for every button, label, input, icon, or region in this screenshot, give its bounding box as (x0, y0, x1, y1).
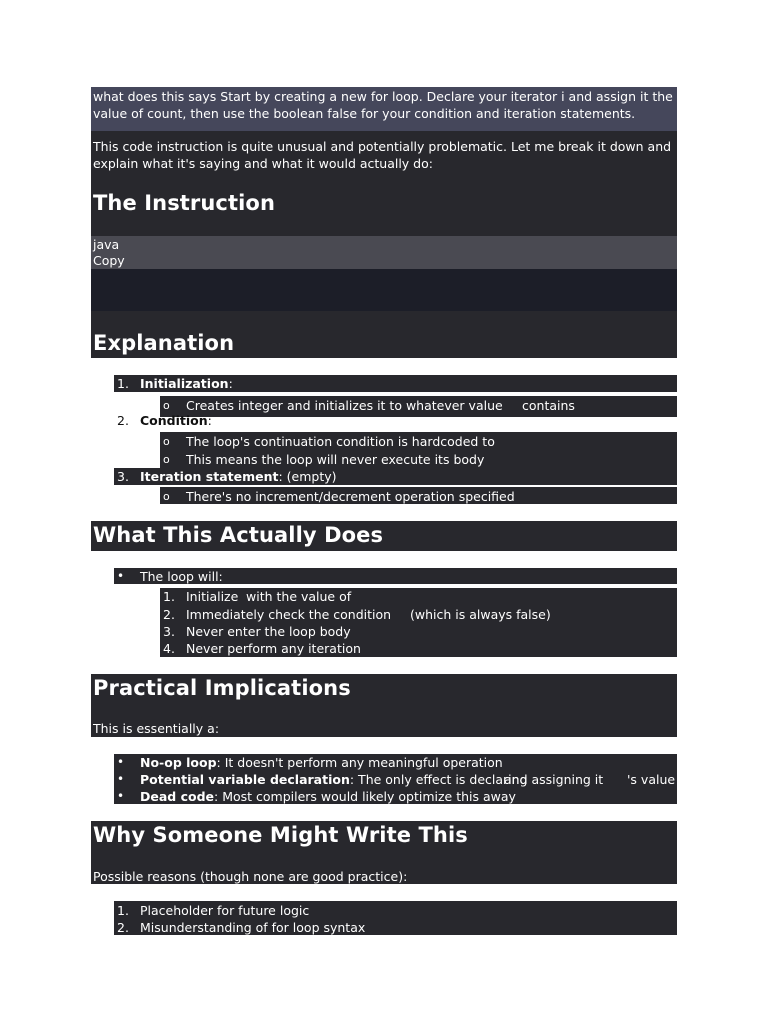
copy-button[interactable]: Copy (93, 253, 125, 268)
step-number: 3. (163, 624, 175, 639)
implications-heading-block (91, 674, 677, 737)
list-label: Iteration statement (140, 469, 279, 484)
list-bullet: • (117, 755, 125, 769)
sub-text-b: and initializes it to whatever value (287, 398, 503, 413)
step-text-b: (which is always false) (410, 607, 551, 622)
step-number: 4. (163, 641, 175, 656)
actually-does-heading-block (91, 521, 677, 551)
list-desc: : Most compilers would likely optimize this away (214, 789, 516, 804)
list-number: 2. (117, 920, 129, 935)
heading-explanation: Explanation (93, 331, 235, 355)
sub-bullet: o (163, 453, 170, 466)
step-text-b: with the value of (246, 589, 352, 604)
sub-bullet: o (163, 435, 170, 448)
code-block-header (91, 236, 677, 269)
heading-instruction: The Instruction (93, 191, 275, 215)
sub-text-a: Creates integer (186, 398, 283, 413)
list-suffix: : (207, 413, 212, 428)
list-number: 1. (117, 903, 129, 918)
code-block-body (91, 269, 677, 311)
list-text: Misunderstanding of for loop syntax (140, 920, 366, 935)
heading-actually-does: What This Actually Does (93, 523, 384, 547)
list-desc: : The only effect is declaring (349, 772, 528, 787)
list-text (140, 771, 528, 788)
list-text (140, 788, 516, 805)
list-text (140, 754, 503, 771)
why-lead: Possible reasons (though none are good practice): (93, 869, 408, 884)
list-text: Placeholder for future logic (140, 903, 310, 918)
list-desc-b: and assigning it (504, 772, 604, 787)
step-text: Never enter the loop body (186, 624, 351, 639)
implications-lead: This is essentially a: (93, 721, 220, 736)
list-suffix: : (228, 376, 233, 391)
list-text: The loop will: (140, 569, 223, 584)
sub-text-c: contains (522, 398, 575, 413)
why-heading-block (91, 821, 677, 884)
sub-text: The loop's continuation condition is hardcoded to (186, 434, 495, 449)
step-number: 1. (163, 589, 175, 604)
user-prompt-text: what does this says Start by creating a new for loop. Declare your iterator i and assign it the value of count, then use the boolean false for your condition and iteration statements. (93, 89, 673, 121)
list-bullet: • (117, 789, 125, 803)
list-suffix: : (empty) (278, 469, 337, 484)
list-text (140, 412, 212, 429)
list-desc-c: 's value (627, 772, 676, 787)
code-language-label: java (93, 237, 120, 252)
sub-text: This means the loop will never execute its body (186, 452, 485, 467)
step-text-a: Immediately check the condition (186, 607, 392, 622)
step-text: Never perform any iteration (186, 641, 361, 656)
list-label: Potential variable declaration (140, 772, 350, 787)
user-prompt (91, 87, 677, 131)
heading-why: Why Someone Might Write This (93, 823, 468, 847)
list-number: 3. (117, 469, 129, 484)
list-label: Dead code (140, 789, 215, 804)
heading-implications: Practical Implications (93, 676, 351, 700)
intro-line-2: explain what it's saying and what it would actually do: (93, 156, 433, 171)
step-text-a: Initialize (186, 589, 239, 604)
intro-block (91, 131, 677, 236)
list-label: Condition (140, 413, 208, 428)
list-label: No-op loop (140, 755, 217, 770)
step-number: 2. (163, 607, 175, 622)
list-label: Initialization (140, 376, 229, 391)
list-text (140, 468, 337, 485)
list-desc: : It doesn't perform any meaningful operation (216, 755, 503, 770)
explanation-heading-block (91, 311, 677, 358)
intro-line-1: This code instruction is quite unusual and potentially problematic. Let me break it down and (93, 139, 672, 154)
list-bullet: • (117, 772, 125, 786)
list-number: 2. (117, 413, 129, 428)
list-number: 1. (117, 376, 129, 391)
sub-bullet: o (163, 490, 170, 503)
sub-bullet: o (163, 399, 170, 412)
list-text (140, 375, 233, 392)
list-bullet: • (117, 569, 125, 583)
sub-text: There's no increment/decrement operation specified (186, 489, 515, 504)
